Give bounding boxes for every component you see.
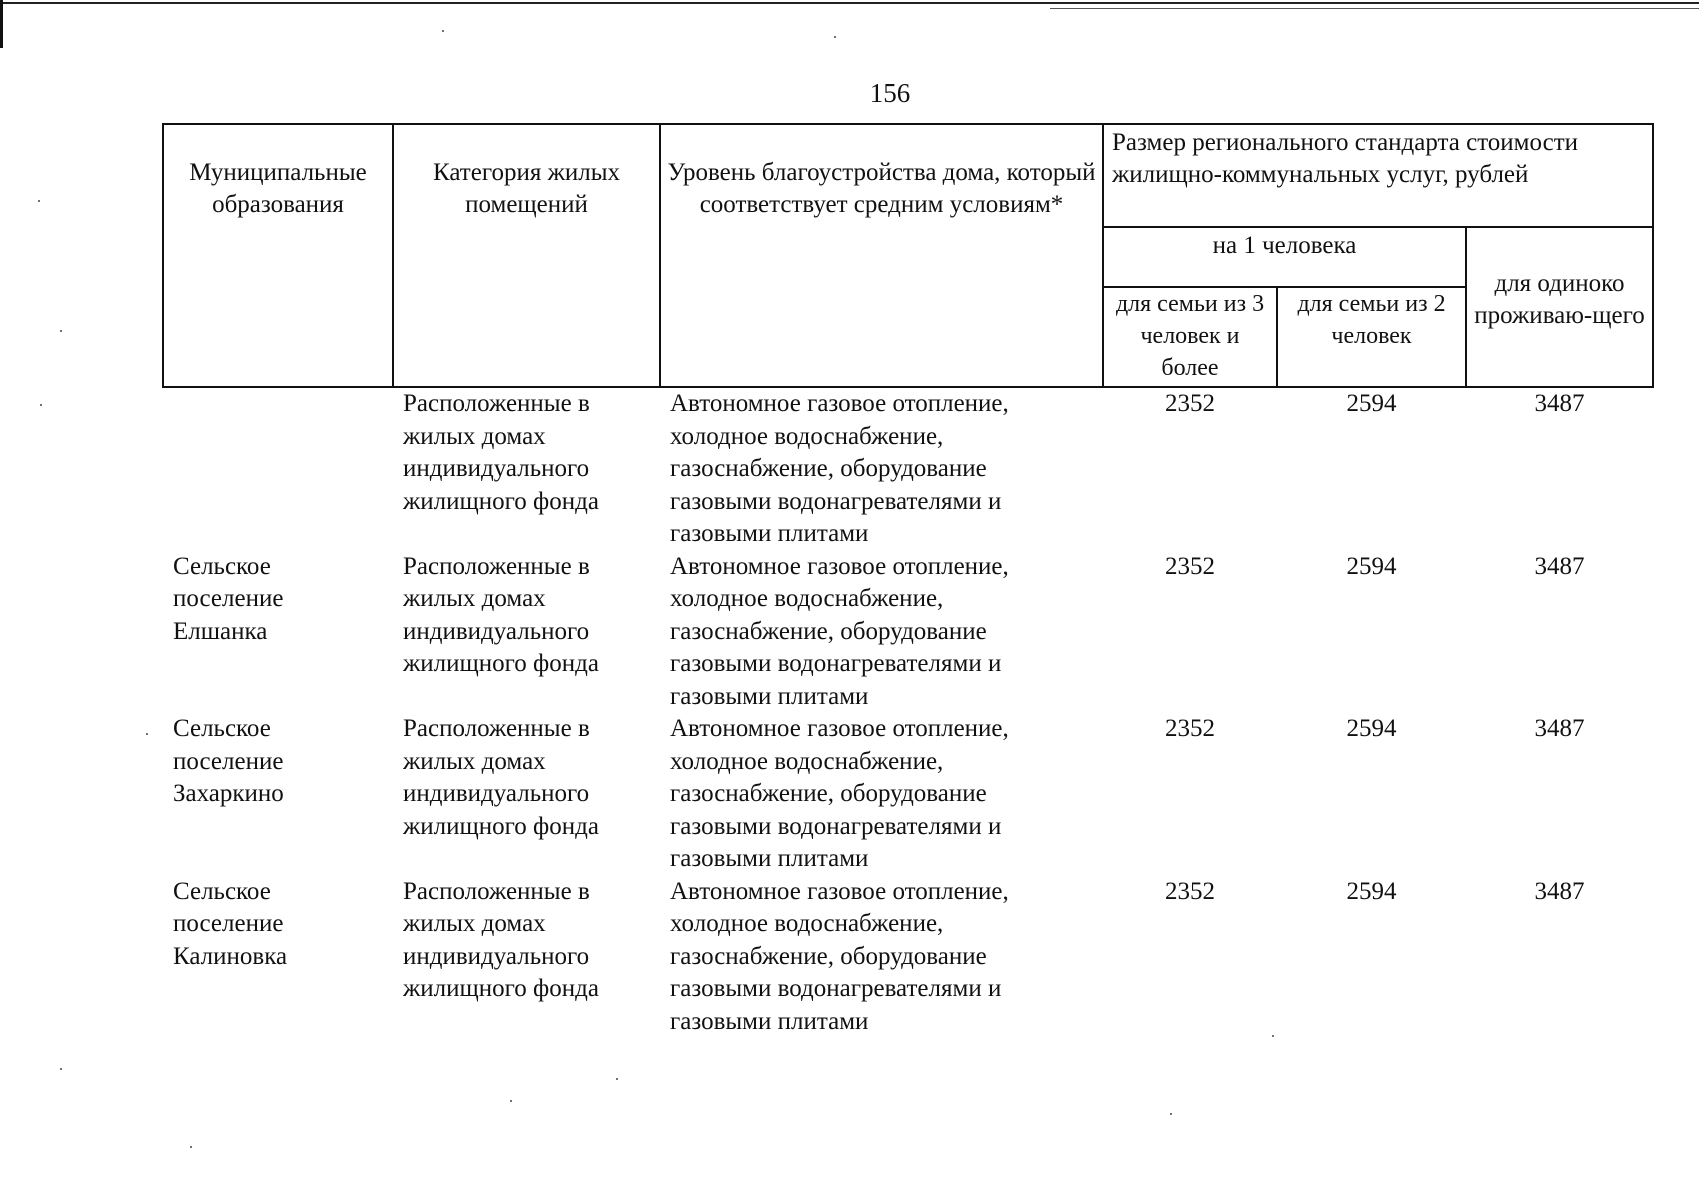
scan-speck	[442, 30, 444, 32]
cell-family2: 2594	[1346, 552, 1397, 580]
header-level: Уровень благоустройства дома, который соответствует средним условиям*	[660, 124, 1103, 387]
cell-family2: 2594	[1346, 715, 1397, 742]
scan-top-border	[0, 2, 1699, 4]
cell-level: Автономное газовое отопление, холодное водоснабжение, газоснабжение, оборудование газовыми водонагревателями и газовыми плитами	[670, 715, 1009, 872]
table-row	[163, 713, 1653, 876]
scan-left-edge	[0, 0, 3, 48]
header-category: Категория жилых помещений	[393, 124, 660, 387]
cell-single: 3487	[1534, 552, 1585, 580]
cell-category: Расположенные в жилых домах индивидуального жилищного фонда	[403, 715, 599, 840]
scan-speck	[38, 200, 40, 202]
cell-municipality: Сельское поселение Захаркино	[173, 715, 284, 807]
table-row	[163, 387, 1653, 551]
page-number: 156	[869, 78, 911, 108]
scan-top-line	[1050, 8, 1699, 9]
cell-single: 3487	[1534, 877, 1585, 905]
cell-category: Расположенные в жилых домах индивидуального жилищного фонда	[403, 877, 599, 1002]
scan-speck	[60, 330, 62, 332]
header-municipal: Муниципальные образования	[163, 124, 393, 387]
scan-speck	[1170, 1113, 1172, 1115]
table-row	[163, 551, 1653, 714]
cell-municipality: Сельское поселение Калиновка	[173, 877, 288, 970]
header-standard: Размер регионального стандарта стоимости жилищно-коммунальных услуг, рублей	[1103, 124, 1653, 227]
scan-speck	[510, 1100, 512, 1102]
cell-family3: 2352	[1165, 715, 1215, 742]
header-family3: для семьи из 3 человек и более	[1103, 287, 1277, 387]
cell-level: Автономное газовое отопление, холодное водоснабжение, газоснабжение, оборудование газовыми водонагревателями и газовыми плитами	[670, 552, 1009, 710]
cell-category: Расположенные в жилых домах индивидуального жилищного фонда	[403, 390, 599, 515]
cell-family3: 2352	[1165, 877, 1215, 905]
header-per-person: на 1 человека	[1103, 227, 1466, 287]
scan-speck	[834, 36, 836, 38]
scan-speck	[60, 1068, 62, 1070]
cell-level: Автономное газовое отопление, холодное водоснабжение, газоснабжение, оборудование газовыми водонагревателями и газовыми плитами	[670, 877, 1009, 1035]
table-row	[163, 876, 1653, 1039]
header-family2: для семьи из 2 человек	[1277, 287, 1466, 387]
cell-family2: 2594	[1346, 390, 1397, 417]
scan-speck	[40, 404, 42, 406]
housing-cost-standard-table	[162, 123, 1654, 1038]
scan-speck	[146, 733, 148, 735]
cell-family2: 2594	[1346, 877, 1397, 905]
scan-speck	[616, 1078, 618, 1080]
header-single: для одиноко проживаю-щего	[1466, 227, 1653, 387]
cell-family3: 2352	[1165, 552, 1215, 580]
cell-single: 3487	[1534, 715, 1585, 742]
cell-municipality: Сельское поселение Елшанка	[173, 552, 284, 645]
cell-single: 3487	[1534, 390, 1585, 417]
table-header	[163, 124, 1653, 387]
cell-family3: 2352	[1165, 390, 1215, 417]
cell-level: Автономное газовое отопление, холодное водоснабжение, газоснабжение, оборудование газовыми водонагревателями и газовыми плитами	[670, 390, 1009, 547]
cell-municipality	[163, 387, 393, 551]
scan-speck	[190, 1146, 192, 1148]
table-body	[163, 387, 1653, 1038]
cell-category: Расположенные в жилых домах индивидуального жилищного фонда	[403, 552, 599, 677]
